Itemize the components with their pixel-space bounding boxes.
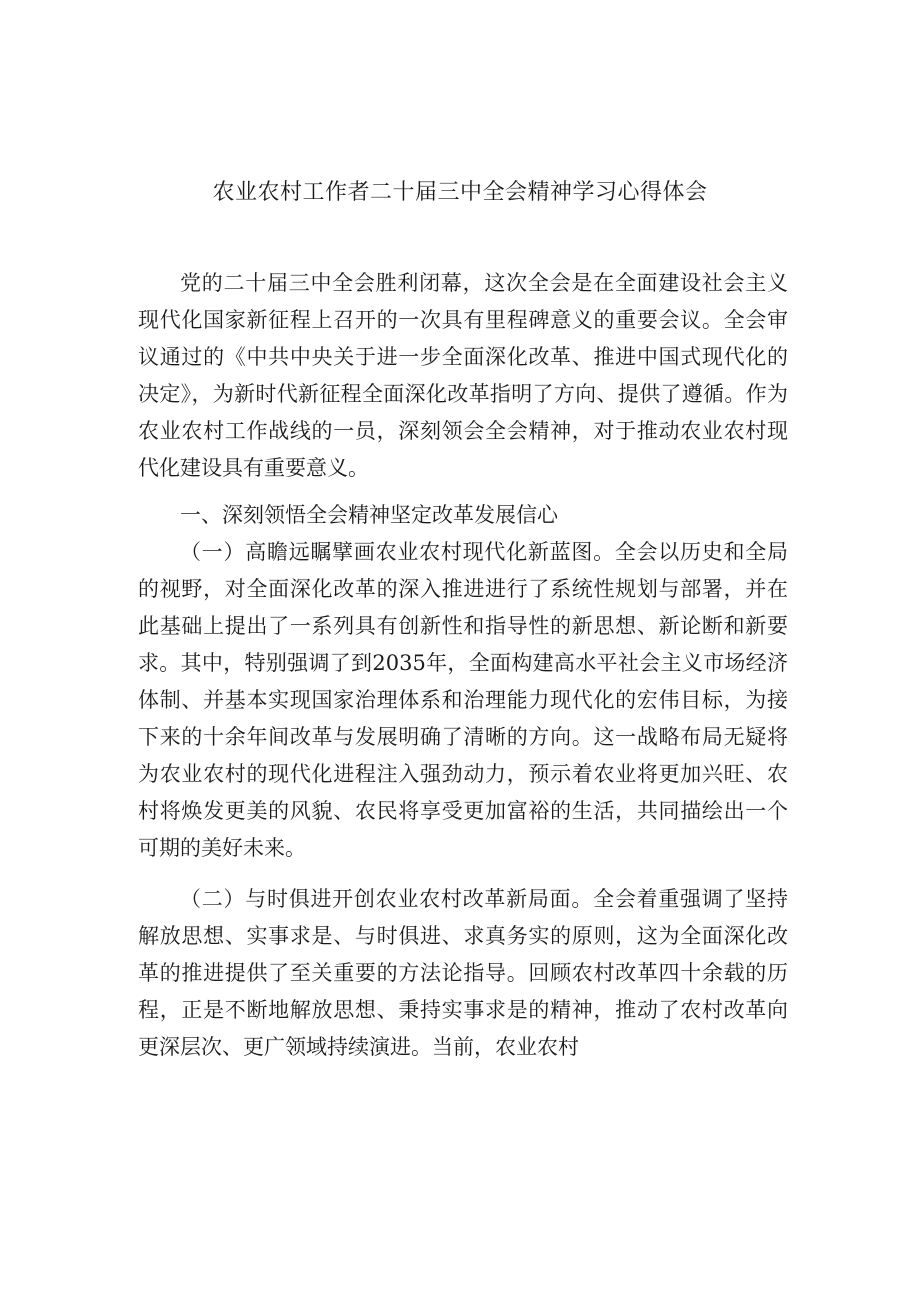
- document-body: [138, 265, 788, 1066]
- intro-paragraph: 党的二十届三中全会胜利闭幕，这次全会是在全面建设社会主义现代化国家新征程上召开的一次具有里程碑意义的重要会议。全会审议通过的《中共中央关于进一步全面深化改革、推进中国式现代化的决定》，为新时代新征程全面深化改革指明了方向、提供了遵循。作为农业农村工作战线的一员，深刻领会全会精神，对于推动农业农村现代化建设具有重要意义。: [138, 271, 788, 480]
- document-title: 农业农村工作者二十届三中全会精神学习心得体会: [212, 180, 708, 205]
- paragraph-1: （一）高瞻远瞩擘画农业农村现代化新蓝图。全会以历史和全局的视野，对全面深化改革的深入推进进行了系统性规划与部署，并在此基础上提出了一系列具有创新性和指导性的新思想、新论断和新要求。其中，特别强调了到2035年，全面构建高水平社会主义市场经济体制、并基本实现国家治理体系和治理能力现代化的宏伟目标，为接下来的十余年间改革与发展明确了清晰的方向。这一战略布局无疑将为农业农村的现代化进程注入强劲动力，预示着农业将更加兴旺、农村将焕发更美的风貌、农民将享受更加富裕的生活，共同描绘出一个可期的美好未来。: [138, 540, 788, 860]
- section-heading-1: 一、深刻领悟全会精神坚定改革发展信心: [180, 503, 558, 527]
- paragraph-2: （二）与时俱进开创农业农村改革新局面。全会着重强调了坚持解放思想、实事求是、与时俱进、求真务实的原则，这为全面深化改革的推进提供了至关重要的方法论指导。回顾农村改革四十余载的历程，正是不断地解放思想、秉持实事求是的精神，推动了农村改革向更深层次、更广领域持续演进。当前，农业农村: [138, 887, 788, 1059]
